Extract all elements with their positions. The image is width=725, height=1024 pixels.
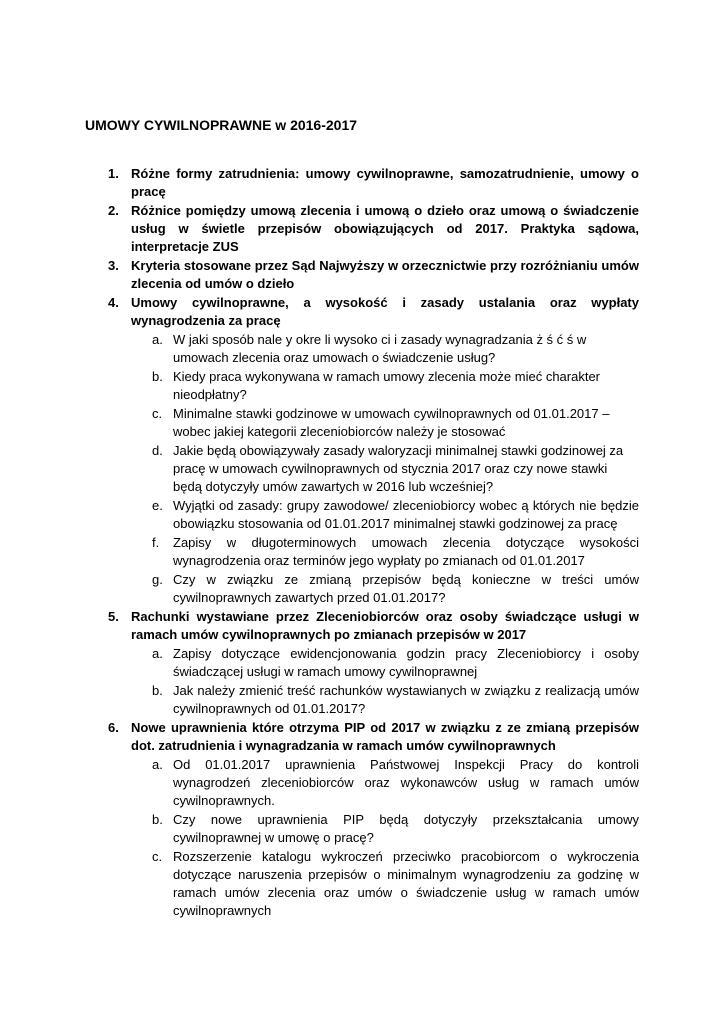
sub-item-text: Czy nowe uprawnienia PIP będą dotyczyły przekształcania umowy cywilnoprawnej w umowę o pracę? (173, 812, 639, 845)
sub-item-text: Wyjątki od zasady: grupy zawodowe/ zleceniobiorcy wobec ą których nie będzie obowiązku stosowania od 01.01.2017 minimalnej stawki godzinowej za pracę (173, 498, 639, 531)
sub-item-letter: c. (152, 406, 163, 421)
sub-item-letter: c. (152, 849, 163, 864)
sub-item-text: Czy w związku ze zmianą przepisów będą konieczne w treści umów cywilnoprawnych zawartych przed 01.01.2017? (173, 572, 639, 605)
list-item-number: 4. (108, 295, 119, 310)
list-item-text: Nowe uprawnienia które otrzyma PIP od 2017 w związku z ze zmianą przepisów dot. zatrudnienia i wynagradzania w ramach umów cywilnoprawnych (131, 720, 639, 753)
sub-item-letter: a. (152, 646, 163, 661)
list-item-number: 5. (108, 609, 119, 624)
list-item-text: Różnice pomiędzy umową zlecenia i umową o dzieło oraz umową o świadczenie usług w świetle przepisów obowiązujących od 2017. Praktyka sądowa, interpretacje ZUS (131, 203, 639, 254)
sub-item (0, 571, 725, 607)
list-item (0, 165, 725, 201)
list-item-text: Kryteria stosowane przez Sąd Najwyższy w orzecznictwie przy rozróżnianiu umów zlecenia od umów o dzieło (131, 258, 639, 291)
list-item-number: 1. (108, 166, 119, 181)
sub-item-letter: e. (152, 498, 163, 513)
sub-item (0, 368, 725, 404)
list-item-text: Umowy cywilnoprawne, a wysokość i zasady ustalania oraz wypłaty wynagrodzenia za pracę (131, 295, 639, 328)
sub-item (0, 442, 725, 496)
sub-item-text: Minimalne stawki godzinowe w umowach cywilnoprawnych od 01.01.2017 – wobec jakiej kategorii zleceniobiorców należy je stosować (173, 406, 610, 439)
sub-item-letter: b. (152, 369, 163, 384)
sub-item (0, 405, 725, 441)
list-item-text: Różne formy zatrudnienia: umowy cywilnoprawne, samozatrudnienie, umowy o pracę (131, 166, 639, 199)
list-item (0, 294, 725, 607)
sub-item-text: Rozszerzenie katalogu wykroczeń przeciwko pracobiorcom o wykroczenia dotyczące naruszenia przepisów o minimalnym wynagrodzeniu za godzinę w ramach umów zlecenia oraz umów o świadczenie usług w ramach umów cywilnoprawnych (173, 849, 639, 918)
sub-item-letter: a. (152, 332, 163, 347)
sub-item-text: W jaki sposób nale y okre li wysoko ci i zasady wynagradzania ż ś ć ś w umowach zlecenia oraz umowach o świadczenie usług? (173, 332, 587, 365)
list-item (0, 608, 725, 718)
sub-item (0, 534, 725, 570)
list-item (0, 719, 725, 920)
sub-item (0, 756, 725, 810)
sub-item-text: Jakie będą obowiązywały zasady waloryzacji minimalnej stawki godzinowej za pracę w umowach cywilnoprawnych od stycznia 2017 oraz czy nowe stawki będą dotyczyły umów zawartych w 2016 lub wcześniej? (173, 443, 624, 494)
sub-item (0, 331, 725, 367)
sub-item-text: Zapisy dotyczące ewidencjonowania godzin pracy Zleceniobiorcy i osoby świadczącej usługi w ramach umowy cywilnoprawnej (173, 646, 639, 679)
topic-list (0, 165, 725, 921)
sub-item-text: Jak należy zmienić treść rachunków wystawianych w związku z realizacją umów cywilnoprawnych od 01.01.2017? (173, 683, 639, 716)
list-item-number: 6. (108, 720, 119, 735)
list-item (0, 202, 725, 256)
list-item-number: 3. (108, 258, 119, 273)
sub-item-letter: f. (152, 535, 160, 550)
sub-item-letter: d. (152, 443, 163, 458)
document-title: UMOWY CYWILNOPRAWNE w 2016-2017 (85, 117, 358, 133)
sub-item-text: Zapisy w długoterminowych umowach zlecenia dotyczące wysokości wynagrodzenia oraz terminów jego wypłaty po zmianach od 01.01.2017 (173, 535, 639, 568)
sub-item-letter: g. (152, 572, 163, 587)
sub-item (0, 645, 725, 681)
sub-item-text: Od 01.01.2017 uprawnienia Państwowej Inspekcji Pracy do kontroli wynagrodzeń zleceniobiorców oraz wykonawców usług w ramach umów cywilnoprawnych. (173, 757, 639, 808)
sub-item-letter: a. (152, 757, 163, 772)
sub-item-letter: b. (152, 812, 163, 827)
sub-item (0, 848, 725, 920)
list-item-number: 2. (108, 203, 119, 218)
sub-item-letter: b. (152, 683, 163, 698)
list-item-text: Rachunki wystawiane przez Zleceniobiorców oraz osoby świadczące usługi w ramach umów cywilnoprawnych po zmianach przepisów w 2017 (131, 609, 639, 642)
sub-item (0, 811, 725, 847)
sub-item-text: Kiedy praca wykonywana w ramach umowy zlecenia może mieć charakter nieodpłatny? (173, 369, 601, 402)
sub-item (0, 682, 725, 718)
sub-item (0, 497, 725, 533)
list-item (0, 257, 725, 293)
